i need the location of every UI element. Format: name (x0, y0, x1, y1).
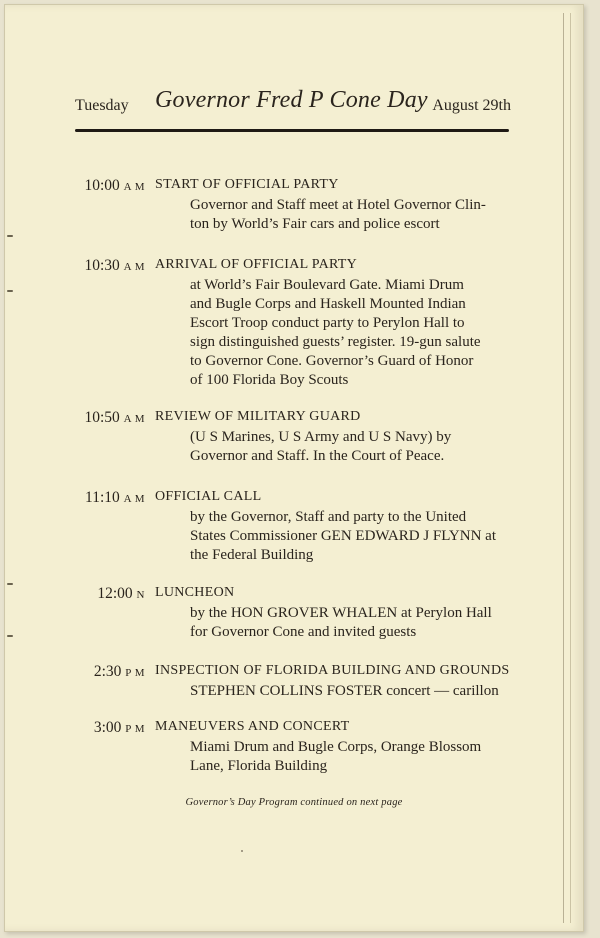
header-rule (75, 129, 509, 132)
time-suffix: A M (123, 181, 145, 193)
event-description (190, 682, 520, 701)
description-line: the Federal Building (190, 547, 314, 563)
event-description (190, 276, 520, 390)
event-description (190, 196, 520, 234)
description-line: (U S Marines, U S Army and U S Navy) by (190, 429, 452, 445)
event-time (67, 585, 145, 603)
event-time (67, 489, 145, 507)
description-line: by the Governor, Staff and party to the United (190, 509, 467, 525)
time-suffix: A M (123, 493, 145, 505)
binding-mark (7, 235, 13, 237)
description-line: States Commissioner GEN EDWARD J FLYNN at (190, 528, 496, 544)
continuation-note: Governor’s Day Program continued on next page (185, 797, 403, 808)
event-time (67, 719, 145, 737)
page-title: Governor Fred P Cone Day (155, 87, 428, 113)
description-line: by the HON GROVER WHALEN at Perylon Hall (190, 605, 492, 621)
event-heading: LUNCHEON (155, 585, 235, 600)
event-description (190, 508, 520, 565)
description-line: of 100 Florida Boy Scouts (190, 372, 349, 388)
description-line: STEPHEN COLLINS FOSTER concert — carillon (190, 683, 499, 699)
page-header (71, 87, 511, 121)
time-suffix: P M (125, 667, 145, 679)
description-line: to Governor Cone. Governor’s Guard of Honor (190, 353, 474, 369)
event-description (190, 428, 520, 466)
event-time (67, 257, 145, 275)
event-heading: ARRIVAL OF OFFICIAL PARTY (155, 257, 358, 272)
description-line: Miami Drum and Bugle Corps, Orange Blossom (190, 739, 482, 755)
time-value: 10:50 (84, 409, 120, 426)
paper-speck (241, 850, 243, 852)
description-line: for Governor Cone and invited guests (190, 624, 417, 640)
page-spine (563, 13, 571, 923)
time-value: 2:30 (93, 663, 122, 680)
time-value: 3:00 (93, 719, 122, 736)
description-line: Governor and Staff meet at Hotel Governor Clin- (190, 197, 486, 213)
event-time (67, 409, 145, 427)
description-line: sign distinguished guests’ register. 19-gun salute (190, 334, 481, 350)
header-day: Tuesday (75, 97, 129, 114)
time-suffix: N (136, 589, 145, 601)
description-line: Escort Troop conduct party to Perylon Hall to (190, 315, 465, 331)
event-heading: MANEUVERS AND CONCERT (155, 719, 350, 734)
time-suffix: A M (123, 413, 145, 425)
binding-mark (7, 290, 13, 292)
description-line: Lane, Florida Building (190, 758, 328, 774)
event-time (67, 177, 145, 195)
event-heading: INSPECTION OF FLORIDA BUILDING AND GROUNDS (155, 663, 510, 678)
description-line: ton by World’s Fair cars and police escort (190, 216, 440, 232)
event-heading: OFFICIAL CALL (155, 489, 262, 504)
program-page (4, 4, 584, 932)
binding-mark (7, 583, 13, 585)
description-line: and Bugle Corps and Haskell Mounted Indian (190, 296, 466, 312)
event-description (190, 604, 520, 642)
description-line: Governor and Staff. In the Court of Peace. (190, 448, 445, 464)
time-value: 12:00 (97, 585, 133, 602)
event-heading: START OF OFFICIAL PARTY (155, 177, 339, 192)
time-suffix: A M (123, 261, 145, 273)
event-description (190, 738, 520, 776)
description-line: at World’s Fair Boulevard Gate. Miami Drum (190, 277, 464, 293)
binding-mark (7, 635, 13, 637)
header-date: August 29th (432, 97, 511, 114)
time-value: 10:00 (84, 177, 120, 194)
time-value: 11:10 (85, 489, 120, 506)
event-time (67, 663, 145, 681)
time-value: 10:30 (84, 257, 120, 274)
event-heading: REVIEW OF MILITARY GUARD (155, 409, 361, 424)
time-suffix: P M (125, 723, 145, 735)
